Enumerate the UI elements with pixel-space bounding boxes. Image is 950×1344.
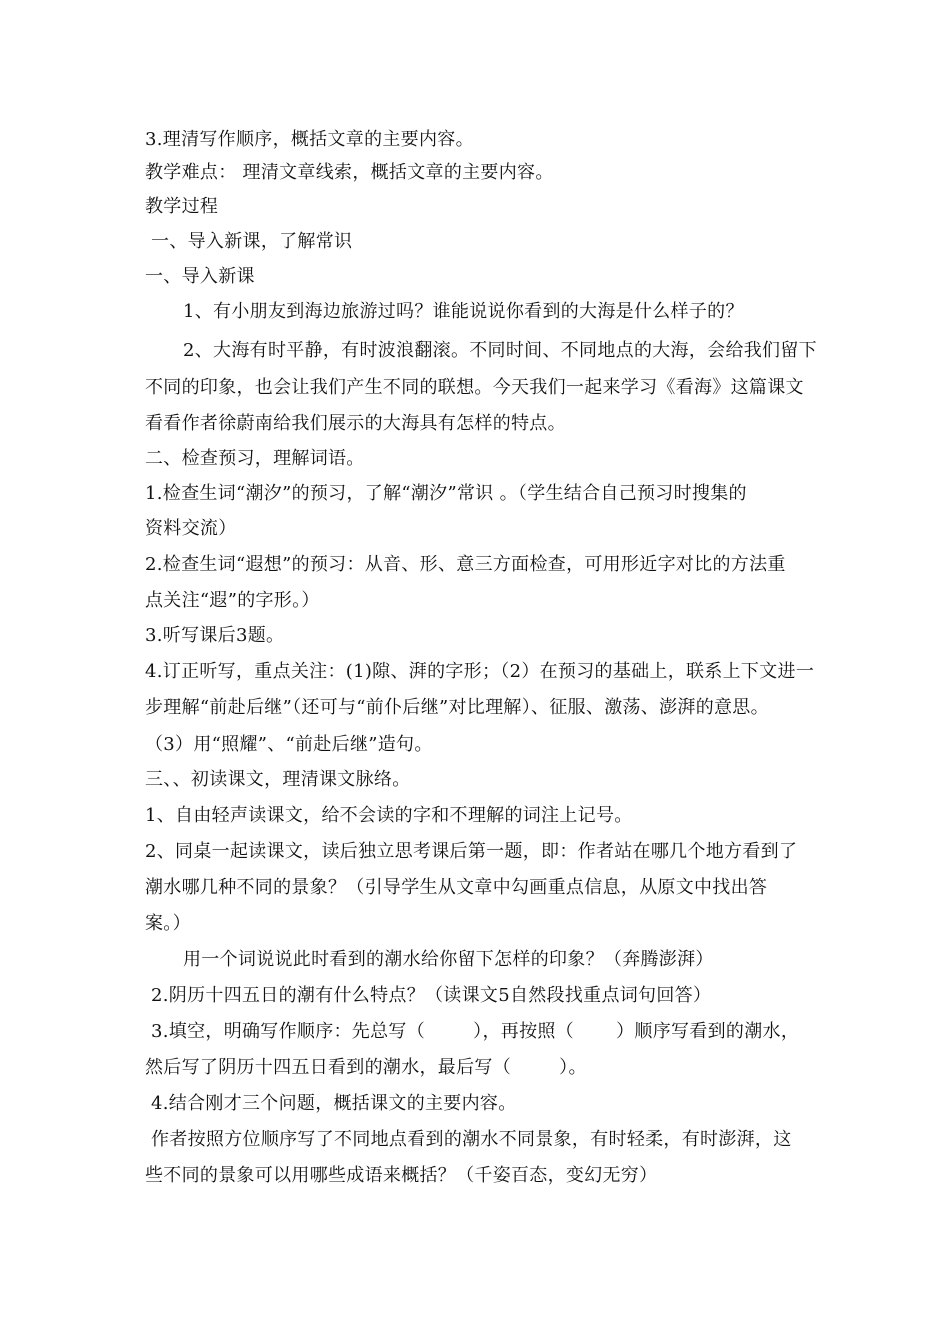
section-heading-process: 教学过程 bbox=[145, 196, 219, 217]
paragraph-line: 资料交流） bbox=[145, 518, 237, 539]
paragraph-line: 然后写了阴历十四五日看到的潮水，最后写（ ）。 bbox=[145, 1057, 587, 1078]
preview-step-2: 2.检查生词“遐想”的预习：从音、形、意三方面检查，可用形近字对比的方法重 bbox=[145, 554, 786, 575]
paragraph-line: （3）用“照耀”、“前赴后继”造句。 bbox=[145, 734, 433, 755]
preview-step-4: 4.订正听写，重点关注：(1)隙、湃的字形；（2）在预习的基础上，联系上下文进一 bbox=[145, 661, 815, 682]
section-heading-preview: 二、检查预习，理解词语。 bbox=[145, 448, 365, 469]
intro-step-2: 2、大海有时平静，有时波浪翻滚。不同时间、不同地点的大海，会给我们留下 bbox=[183, 340, 817, 361]
reading-step-2: 2、同桌一起读课文，读后独立思考课后第一题，即：作者站在哪几个地方看到了 bbox=[145, 841, 798, 862]
question-2: 2.阴历十四五日的潮有什么特点？（读课文5自然段找重点词句回答） bbox=[145, 985, 712, 1006]
teaching-difficulty: 教学难点： 理清文章线索，概括文章的主要内容。 bbox=[145, 162, 554, 183]
paragraph-line: 潮水哪几种不同的景象？（引导学生从文章中勾画重点信息，从原文中找出答 bbox=[145, 877, 768, 898]
preview-step-3: 3.听写课后3题。 bbox=[145, 625, 285, 646]
section-heading-first-reading: 三、、初读课文，理清课文脉络。 bbox=[145, 769, 411, 790]
reading-step-1: 1、自由轻声读课文，给不会读的字和不理解的词注上记号。 bbox=[145, 805, 633, 826]
preview-step-1: 1.检查生词“潮汐”的预习，了解“潮汐”常识 。（学生结合自己预习时搜集的 bbox=[145, 483, 747, 504]
paragraph-line: 点关注“遐”的字形。） bbox=[145, 590, 320, 611]
question-4: 4.结合刚才三个问题，概括课文的主要内容。 bbox=[145, 1093, 517, 1114]
question-3-fill-blank: 3.填空，明确写作顺序：先总写（ ），再按照（ ）顺序写看到的潮水， bbox=[145, 1021, 800, 1042]
paragraph-line: 不同的印象，也会让我们产生不同的联想。今天我们一起来学习《看海》这篇课文 bbox=[145, 377, 804, 398]
intro-step-1: 1、有小朋友到海边旅游过吗？谁能说说你看到的大海是什么样子的？ bbox=[183, 301, 744, 322]
section-heading-intro-common: 一、导入新课，了解常识 bbox=[145, 231, 353, 252]
objective-3: 3.理清写作顺序，概括文章的主要内容。 bbox=[145, 129, 474, 150]
paragraph-line: 看看作者徐蔚南给我们展示的大海具有怎样的特点。 bbox=[145, 413, 566, 434]
summary-paragraph: 作者按照方位顺序写了不同地点看到的潮水不同景象，有时轻柔，有时澎湃，这 bbox=[145, 1129, 792, 1150]
paragraph-line: 些不同的景象可以用哪些成语来概括？（千姿百态，变幻无穷） bbox=[145, 1165, 658, 1186]
paragraph-line: 步理解“前赴后继”（还可与“前仆后继”对比理解）、征服、激荡、澎湃的意思。 bbox=[145, 697, 769, 718]
section-heading-intro: 一、导入新课 bbox=[145, 266, 255, 287]
question-impression: 用一个词说说此时看到的潮水给你留下怎样的印象？（奔腾澎湃） bbox=[183, 949, 714, 970]
paragraph-line: 案。） bbox=[145, 913, 191, 934]
